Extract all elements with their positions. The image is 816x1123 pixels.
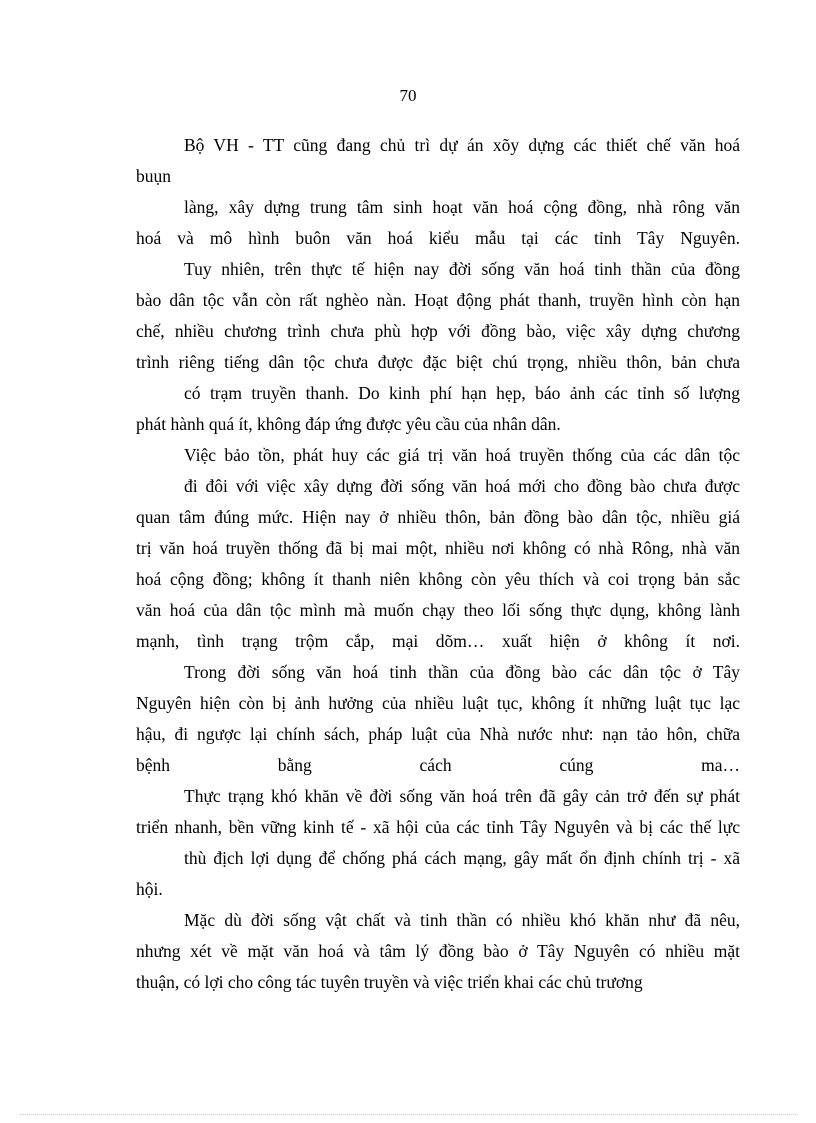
page-number: 70 — [399, 86, 417, 105]
text-line: Bộ VH - TT cũng đang chủ trì dự án xõy dựng các thiết chế văn hoá — [184, 135, 740, 155]
text-line: hội. — [136, 879, 163, 899]
text-line: phát hành quá ít, không đáp ứng được yêu cầu của nhân dân. — [136, 414, 561, 434]
text-line: Việc bảo tồn, phát huy các giá trị văn hoá truyền thống của các dân tộc — [184, 445, 740, 465]
text-line: hậu, đi ngược lại chính sách, pháp luật của Nhà nước như: nạn tảo hôn, chữa — [136, 724, 740, 744]
text-line: văn hoá của dân tộc mình mà muốn chạy theo lối sống thực dụng, không lành — [136, 600, 740, 620]
text-line: Nguyên hiện còn bị ảnh hưởng của nhiều luật tục, không ít những luật tục lạc — [136, 693, 740, 713]
text-line: đi đôi với việc xây dựng đời sống văn hoá mới cho đồng bào chưa được — [184, 476, 740, 496]
text-line: Mặc dù đời sống vật chất và tinh thần có nhiều khó khăn như đã nêu, — [184, 910, 740, 930]
text-line: làng, xây dựng trung tâm sinh hoạt văn hoá cộng đồng, nhà rông văn — [184, 197, 740, 217]
text-line: có trạm truyền thanh. Do kinh phí hạn hẹp, báo ảnh các tỉnh số lượng — [184, 383, 740, 403]
text-line: bệnh bằng cách cúng ma… — [136, 755, 740, 775]
text-line: thù địch lợi dụng để chống phá cách mạng, gây mất ổn định chính trị - xã — [184, 848, 740, 868]
text-line: Thực trạng khó khăn về đời sống văn hoá trên đã gây cản trở đến sự phát — [184, 786, 740, 806]
text-line: trình riêng tiếng dân tộc chưa được đặc biệt chú trọng, nhiều thôn, bản chưa — [136, 352, 740, 372]
text-line: quan tâm đúng mức. Hiện nay ở nhiều thôn, bản đồng bào dân tộc, nhiều giá — [136, 507, 740, 527]
text-line: mạnh, tình trạng trộm cắp, mại dõm… xuất hiện ở không ít nơi. — [136, 631, 740, 651]
text-line: triển nhanh, bền vững kinh tế - xã hội của các tỉnh Tây Nguyên và bị các thế lực — [136, 817, 740, 837]
text-line: buụn — [136, 166, 171, 186]
text-line: chế, nhiều chương trình chưa phù hợp với đồng bào, việc xây dựng chương — [136, 321, 740, 341]
document-body — [136, 130, 740, 998]
text-line: nhưng xét về mặt văn hoá và tâm lý đồng bào ở Tây Nguyên có nhiều mặt — [136, 941, 740, 961]
text-line: hoá và mô hình buôn văn hoá kiểu mẫu tại các tỉnh Tây Nguyên. — [136, 228, 740, 248]
text-line: trị văn hoá truyền thống đã bị mai một, nhiều nơi không có nhà Rông, nhà văn — [136, 538, 740, 558]
page-bottom-border — [20, 1114, 796, 1115]
text-line: hoá cộng đồng; không ít thanh niên không còn yêu thích và coi trọng bản sắc — [136, 569, 740, 589]
text-line: Trong đời sống văn hoá tinh thần của đồng bào các dân tộc ở Tây — [184, 662, 740, 682]
text-line: Tuy nhiên, trên thực tế hiện nay đời sống văn hoá tinh thần của đồng — [184, 259, 740, 279]
text-line: bào dân tộc vẫn còn rất nghèo nàn. Hoạt động phát thanh, truyền hình còn hạn — [136, 290, 740, 310]
text-line: thuận, có lợi cho công tác tuyên truyền và việc triển khai các chủ trương — [136, 972, 643, 992]
